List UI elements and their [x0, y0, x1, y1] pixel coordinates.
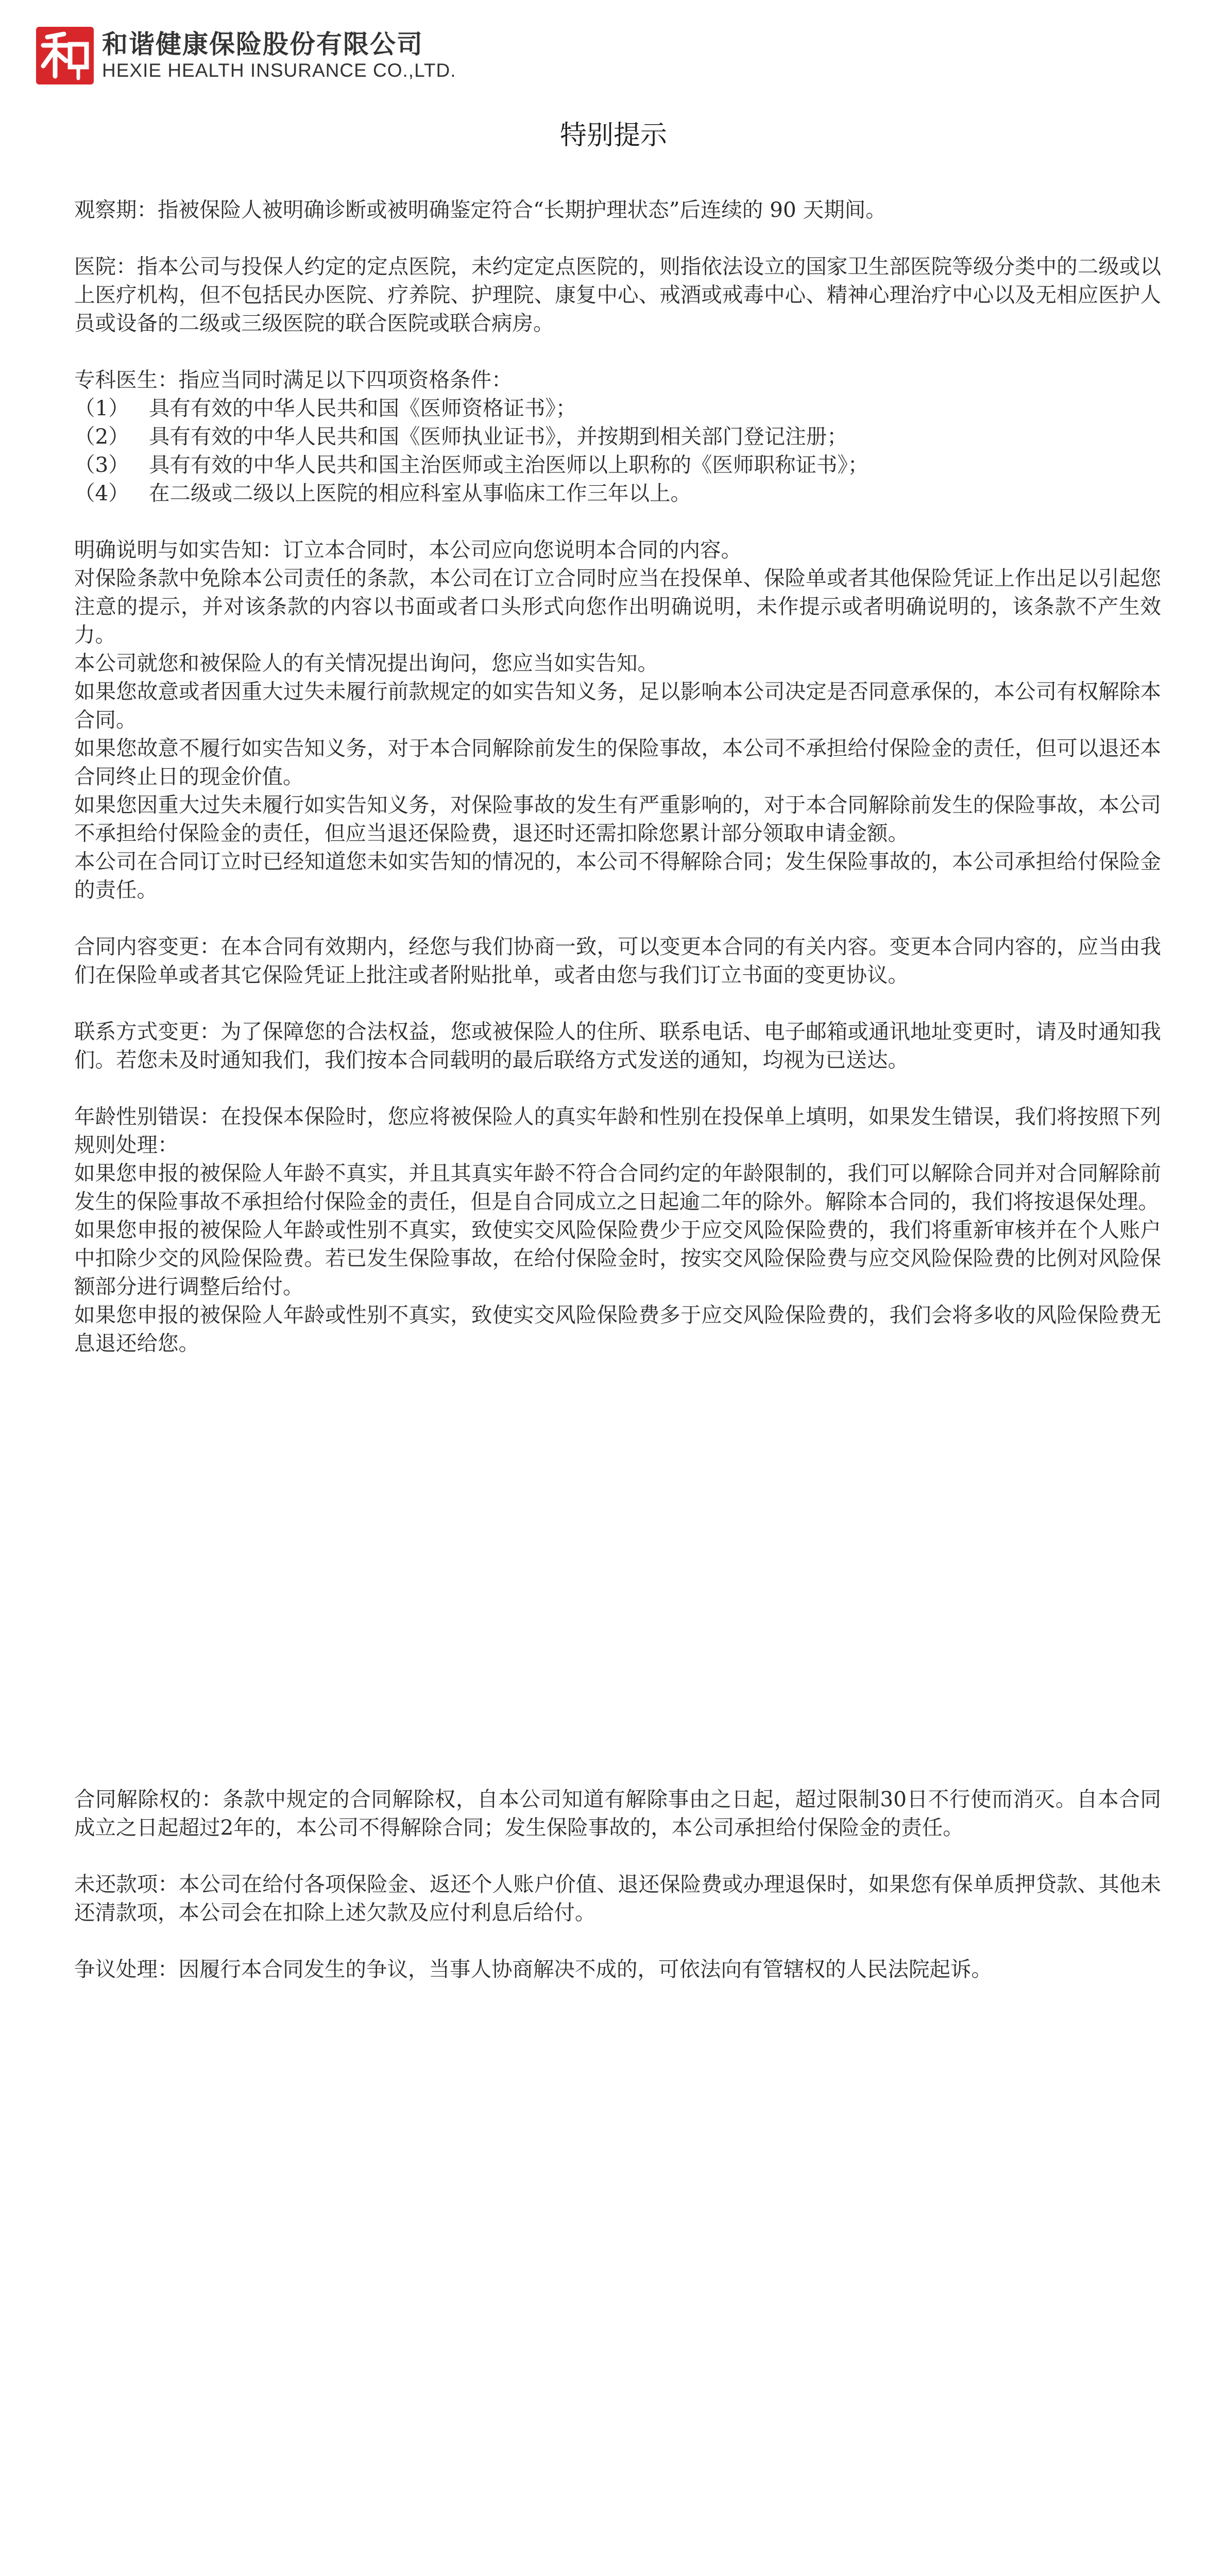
company-name-cn: 和谐健康保险股份有限公司	[102, 29, 423, 59]
notice-body-part-2	[74, 1785, 1161, 2012]
company-logo-icon	[36, 27, 94, 84]
list-item: （2） 具有有效的中华人民共和国《医师执业证书》，并按期到相关部门登记注册；	[74, 424, 848, 449]
disclosure-paragraph: 明确说明与如实告知：订立本合同时，本公司应向您说明本合同的内容。 对保险条款中免除本公司责任的条款，本公司在订立合同时应当在投保单、保险单或者其他保险凭证上作出足以引起您注意的提示，并对该条款的内容以书面或者口头形式向您作出明确说明，未作提示或者明确说明的，该条款不产生效力。 本公司就您和被保险人的有关情况提出询问，您应当如实告知。 如果您故意或者因重大过失未履行前款规定的如实告知义务，足以影响本公司决定是否同意承保的，本公司有权解除本合同。 如果您故意不履行如实告知义务，对于本合同解除前发生的保险事故，本公司不承担给付保险金的责任，但可以退还本合同终止日的现金价值。 如果您因重大过失未履行如实告知义务，对保险事故的发生有严重影响的，对于本合同解除前发生的保险事故，本公司不承担给付保险金的责任，但应当退还保险费，退还时还需扣除您累计部分领取申请金额。 本公司在合同订立时已经知道您未如实告知的情况的，本公司不得解除合同；发生保险事故的，本公司承担给付保险金的责任。	[74, 537, 1161, 902]
specialist-intro: 专科医生：指应当同时满足以下四项资格条件：	[74, 367, 513, 392]
list-item: （1） 具有有效的中华人民共和国《医师资格证书》；	[74, 396, 577, 420]
list-item: （4） 在二级或二级以上医院的相应科室从事临床工作三年以上。	[74, 481, 691, 505]
rescission-paragraph: 合同解除权的：条款中规定的合同解除权，自本公司知道有解除事由之日起，超过限制30日不行使而消灭。自本合同成立之日起超过2年的，本公司不得解除合同；发生保险事故的，本公司承担给付保险金的责任。	[74, 1787, 1161, 1840]
contact-change-paragraph: 联系方式变更：为了保障您的合法权益，您或被保险人的住所、联系电话、电子邮箱或通讯地址变更时，请及时通知我们。若您未及时通知我们，我们按本合同载明的最后联络方式发送的通知，均视为已送达。	[74, 1019, 1161, 1072]
list-item: （3） 具有有效的中华人民共和国主治医师或主治医师以上职称的《医师职称证书》；	[74, 452, 869, 477]
observation-period-paragraph: 观察期：指被保险人被明确诊断或被明确鉴定符合“长期护理状态”后连续的 90 天期间。	[74, 197, 887, 222]
company-name-en: HEXIE HEALTH INSURANCE CO.,LTD.	[102, 60, 456, 81]
hospital-definition-paragraph: 医院：指本公司与投保人约定的定点医院，未约定定点医院的，则指依法设立的国家卫生部医院等级分类中的二级或以上医疗机构，但不包括民办医院、疗养院、护理院、康复中心、戒酒或戒毒中心、精神心理治疗中心以及无相应医护人员或设备的二级或三级医院的联合医院或联合病房。	[74, 254, 1161, 335]
age-gender-error-paragraph: 年龄性别错误：在投保本保险时，您应将被保险人的真实年龄和性别在投保单上填明，如果发生错误，我们将按照下列规则处理： 如果您申报的被保险人年龄不真实，并且其真实年龄不符合合同约定的年龄限制的，我们可以解除合同并对合同解除前发生的保险事故不承担给付保险金的责任，但是自合同成立之日起逾二年的除外。解除本合同的，我们将按退保处理。 如果您申报的被保险人年龄或性别不真实，致使实交风险保险费少于应交风险保险费的，我们将重新审核并在个人账户中扣除少交的风险保险费。若已发生保险事故，在给付保险金时，按实交风险保险费与应交风险保险费的比例对风险保额部分进行调整后给付。 如果您申报的被保险人年龄或性别不真实，致使实交风险保险费多于应交风险保险费的，我们会将多收的风险保险费无息退还给您。	[74, 1104, 1161, 1355]
dispute-paragraph: 争议处理：因履行本合同发生的争议，当事人协商解决不成的，可依法向有管辖权的人民法院起诉。	[74, 1957, 992, 1981]
contract-change-paragraph: 合同内容变更：在本合同有效期内，经您与我们协商一致，可以变更本合同的有关内容。变更本合同内容的，应当由我们在保险单或者其它保险凭证上批注或者附贴批单，或者由您与我们订立书面的变更协议。	[74, 934, 1161, 987]
logo-text	[102, 29, 456, 82]
notice-body-part-1	[74, 196, 1161, 1386]
document-title: 特别提示	[559, 120, 667, 151]
specialist-definition-paragraph	[74, 366, 1161, 507]
unpaid-amount-paragraph: 未还款项：本公司在给付各项保险金、返还个人账户价值、退还保险费或办理退保时，如果您有保单质押贷款、其他未还清款项，本公司会在扣除上述欠款及应付利息后给付。	[74, 1872, 1161, 1925]
company-header	[36, 25, 456, 87]
